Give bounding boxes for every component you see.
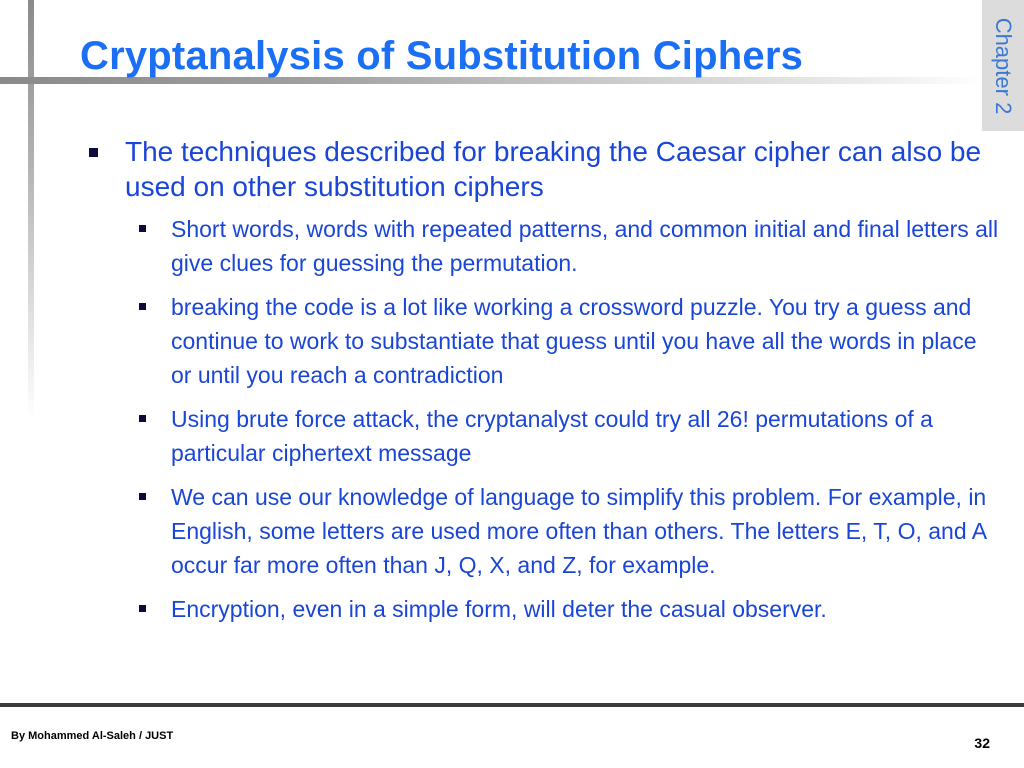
sub-bullet-text: Using brute force attack, the cryptanalyst could try all 26! permutations of a particular ciphertext message bbox=[171, 406, 933, 466]
page-number: 32 bbox=[974, 735, 990, 751]
chapter-tab-label: Chapter 2 bbox=[991, 17, 1016, 114]
square-bullet-icon bbox=[139, 303, 146, 310]
sub-bullet-text: Short words, words with repeated patterns, and common initial and final letters all give clues for guessing the permutation. bbox=[171, 216, 999, 276]
sub-bullet-text: We can use our knowledge of language to simplify this problem. For example, in English, some letters are used more often than others. The letters E, T, O, and A occur far more often than J, Q, X, and Z, for example. bbox=[171, 484, 987, 578]
bullet-item bbox=[125, 134, 1000, 204]
sub-bullet-item bbox=[171, 592, 1000, 626]
slide-title: Cryptanalysis of Substitution Ciphers bbox=[80, 34, 804, 78]
footer-author: By Mohammed Al-Saleh / JUST bbox=[11, 730, 174, 742]
sub-bullet-item bbox=[171, 480, 1000, 582]
square-bullet-icon bbox=[139, 605, 146, 612]
square-bullet-icon bbox=[139, 493, 146, 500]
square-bullet-icon bbox=[139, 225, 146, 232]
sub-bullet-item bbox=[171, 402, 1000, 470]
sub-bullet-item bbox=[171, 290, 1000, 392]
sub-bullet-text: Encryption, even in a simple form, will deter the casual observer. bbox=[171, 596, 827, 622]
sub-bullet-text: breaking the code is a lot like working a crossword puzzle. You try a guess and continue to work to substantiate that guess until you have all the words in place or until you reach a contradiction bbox=[171, 294, 977, 388]
square-bullet-icon bbox=[139, 415, 146, 422]
square-bullet-icon bbox=[89, 148, 98, 157]
slide-content bbox=[0, 134, 1000, 626]
footer-divider bbox=[0, 703, 1024, 707]
sub-bullet-item bbox=[171, 212, 1000, 280]
chapter-tab bbox=[982, 0, 1024, 131]
bullet-text: The techniques described for breaking the Caesar cipher can also be used on other substitution ciphers bbox=[125, 136, 982, 202]
